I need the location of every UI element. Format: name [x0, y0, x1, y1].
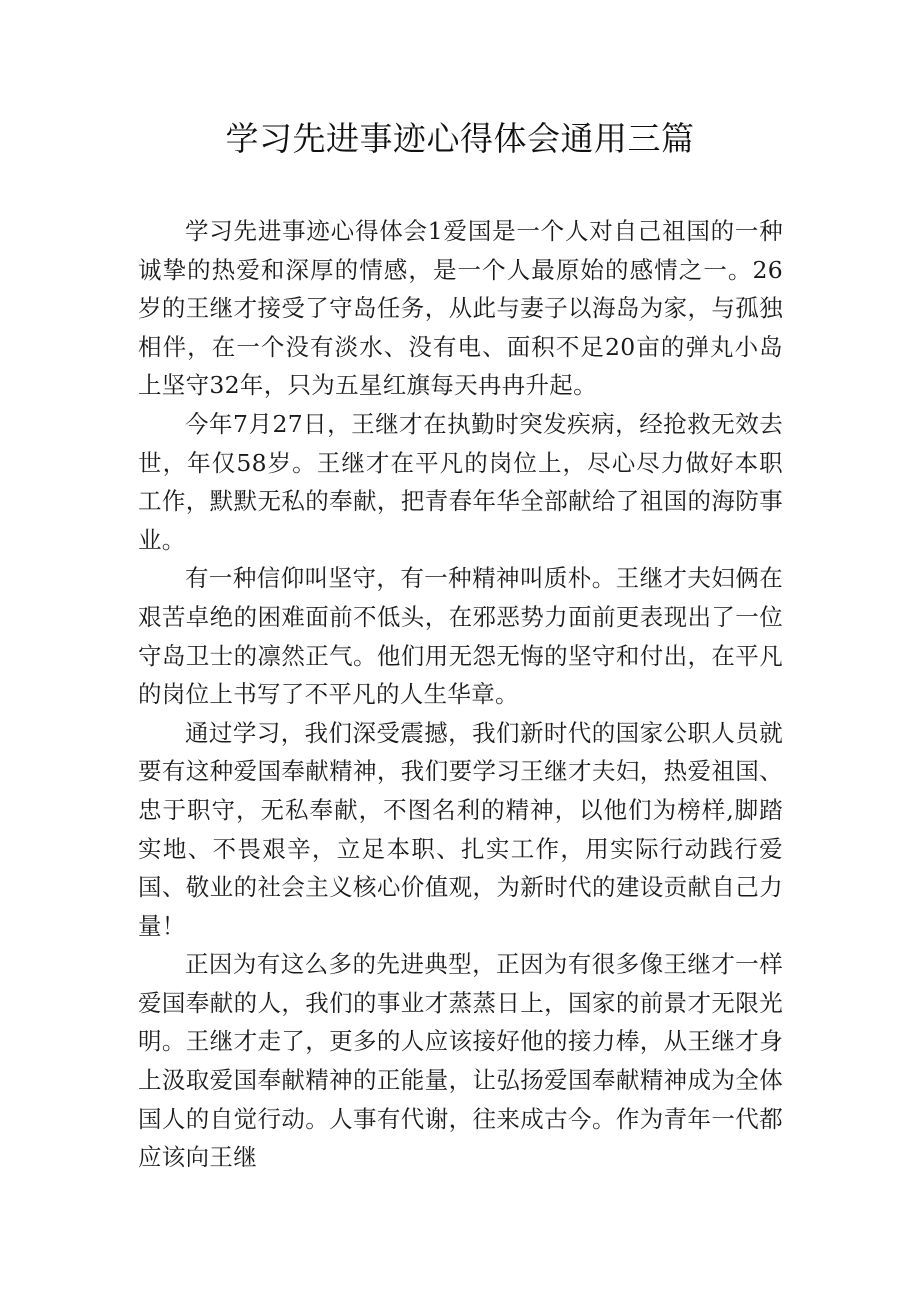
paragraph-2: 今年7月27日，王继才在执勤时突发疾病，经抢救无效去世，年仅58岁。王继才在平凡的岗位上，尽心尽力做好本职工作，默默无私的奉献，把青春年华全部献给了祖国的海防事业。: [138, 409, 783, 554]
paragraph-4: 通过学习，我们深受震撼，我们新时代的国家公职人员就要有这种爱国奉献精神，我们要学习王继才夫妇，热爱祖国、忠于职守，无私奉献，不图名利的精神，以他们为榜样,脚踏实地、不畏艰辛，立足本职、扎实工作，用实际行动践行爱国、敬业的社会主义核心价值观，为新时代的建设贡献自己力量！: [138, 718, 783, 940]
paragraph-1: 学习先进事迹心得体会1爱国是一个人对自己祖国的一种诚挚的热爱和深厚的情感，是一个人最原始的感情之一。26岁的王继才接受了守岛任务，从此与妻子以海岛为家，与孤独相伴，在一个没有淡水、没有电、面积不足20亩的弹丸小岛上坚守32年，只为五星红旗每天冉冉升起。: [138, 217, 783, 400]
paragraph-5: 正因为有这么多的先进典型，正因为有很多像王继才一样爱国奉献的人，我们的事业才蒸蒸日上，国家的前景才无限光明。王继才走了，更多的人应该接好他的接力棒，从王继才身上汲取爱国奉献精神的正能量，让弘扬爱国奉献精神成为全体国人的自觉行动。人事有代谢，往来成古今。作为青年一代都应该向王继: [138, 950, 783, 1172]
paragraph-3: 有一种信仰叫坚守，有一种精神叫质朴。王继才夫妇俩在艰苦卓绝的困难面前不低头，在邪恶势力面前更表现出了一位守岛卫士的凛然正气。他们用无怨无悔的坚守和付出，在平凡的岗位上书写了不平凡的人生华章。: [138, 564, 783, 709]
document-body: [138, 212, 783, 1177]
document-title: 学习先进事迹心得体会通用三篇: [225, 119, 695, 158]
